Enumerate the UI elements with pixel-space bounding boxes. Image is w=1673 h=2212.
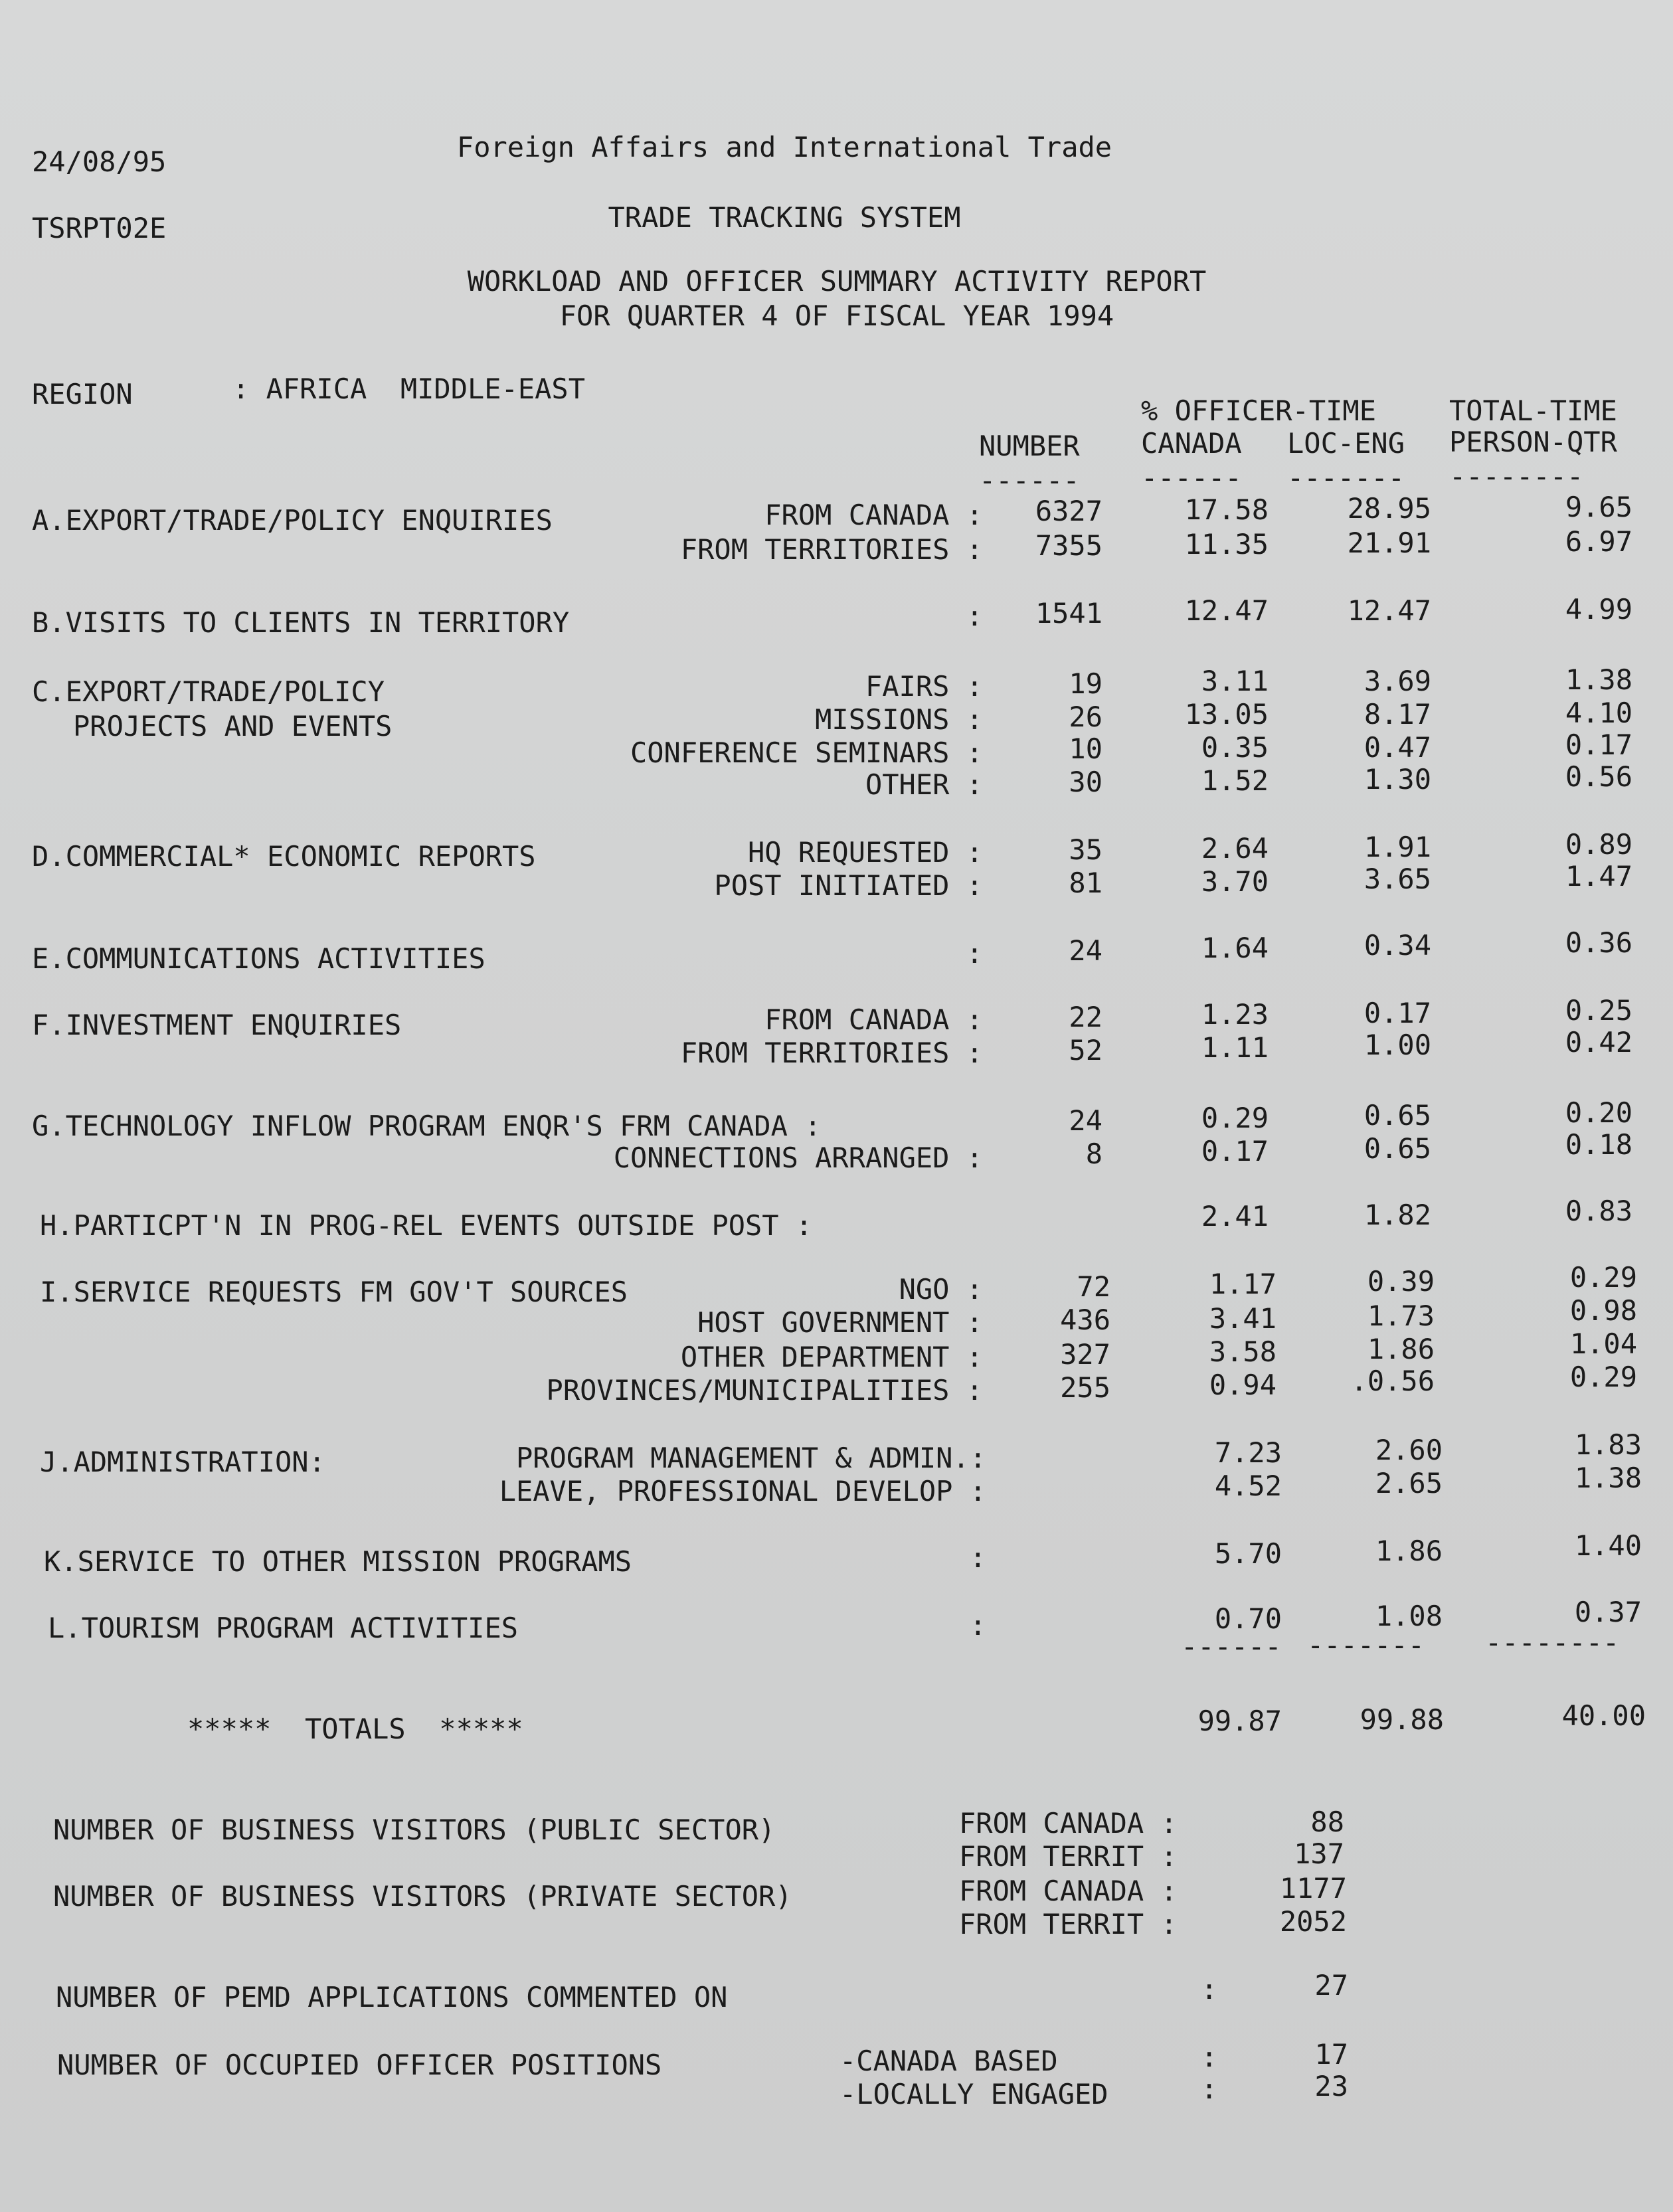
row-sub-label: CONNECTIONS ARRANGED : bbox=[613, 1142, 983, 1174]
private-from-canada-value: 1177 bbox=[1279, 1872, 1347, 1905]
row-total: 0.42 bbox=[1565, 1026, 1632, 1059]
col-underline-loc-eng: ------- bbox=[1287, 462, 1405, 494]
row-number: 52 bbox=[1069, 1034, 1102, 1066]
row-canada: 3.58 bbox=[1209, 1335, 1277, 1368]
col-header-pct-officer-time: % OFFICER-TIME bbox=[1141, 394, 1377, 427]
row-section-label: F.INVESTMENT ENQUIRIES bbox=[32, 1009, 402, 1041]
row-section-label: A.EXPORT/TRADE/POLICY ENQUIRIES bbox=[32, 504, 553, 537]
row-number: 30 bbox=[1069, 766, 1102, 798]
row-loc-eng: 3.65 bbox=[1364, 863, 1431, 895]
row-canada: 2.64 bbox=[1201, 832, 1269, 865]
pemd-label: NUMBER OF PEMD APPLICATIONS COMMENTED ON bbox=[56, 1981, 728, 2013]
col-underline-person-qtr: -------- bbox=[1449, 460, 1584, 493]
totals-canada: 99.87 bbox=[1197, 1705, 1282, 1737]
locally-engaged-value: 23 bbox=[1314, 2070, 1348, 2102]
row-total: 1.40 bbox=[1574, 1529, 1642, 1562]
public-visitors-label: NUMBER OF BUSINESS VISITORS (PUBLIC SECTOR) bbox=[53, 1814, 776, 1846]
row-total: 1.47 bbox=[1565, 860, 1632, 893]
row-sub-label: HOST GOVERNMENT : bbox=[697, 1306, 983, 1339]
row-number: 7355 bbox=[1035, 529, 1102, 562]
row-loc-eng: 0.47 bbox=[1364, 731, 1431, 764]
row-sub-label: PROVINCES/MUNICIPALITIES : bbox=[546, 1374, 983, 1406]
row-number: 35 bbox=[1069, 833, 1102, 866]
row-section-label: D.COMMERCIAL* ECONOMIC REPORTS bbox=[32, 840, 536, 873]
col-header-loc-eng: LOC-ENG bbox=[1287, 427, 1405, 460]
row-canada: 1.64 bbox=[1201, 932, 1269, 964]
row-total: 0.36 bbox=[1565, 926, 1632, 959]
private-from-canada-label: FROM CANADA : bbox=[959, 1875, 1178, 1907]
row-loc-eng: 1.86 bbox=[1367, 1333, 1435, 1365]
row-sub-label: HQ REQUESTED : bbox=[747, 836, 983, 869]
region-value: : AFRICA MIDDLE-EAST bbox=[232, 373, 586, 405]
row-sub-label: : bbox=[969, 1609, 986, 1642]
row-total: 0.29 bbox=[1569, 1261, 1637, 1294]
public-from-canada-label: FROM CANADA : bbox=[959, 1807, 1178, 1839]
row-sub-label: FAIRS : bbox=[865, 670, 983, 703]
row-loc-eng: 0.65 bbox=[1364, 1099, 1431, 1132]
system-name: TRADE TRACKING SYSTEM bbox=[608, 201, 961, 234]
row-loc-eng: 12.47 bbox=[1347, 594, 1431, 627]
row-number: 26 bbox=[1069, 701, 1102, 733]
row-total: 4.99 bbox=[1565, 593, 1632, 626]
row-sub-label: OTHER : bbox=[865, 768, 983, 801]
row-canada: 7.23 bbox=[1214, 1436, 1282, 1469]
row-loc-eng: .0.56 bbox=[1350, 1365, 1435, 1397]
row-canada: 1.17 bbox=[1209, 1268, 1277, 1300]
row-sub-label: FROM CANADA : bbox=[764, 1003, 983, 1036]
row-number: 6327 bbox=[1035, 495, 1102, 527]
canada-based-colon: : bbox=[1201, 2041, 1218, 2073]
col-header-person-qtr: PERSON-QTR bbox=[1449, 426, 1617, 458]
row-total: 0.29 bbox=[1569, 1361, 1637, 1393]
row-loc-eng: 1.82 bbox=[1364, 1199, 1431, 1231]
row-loc-eng: 2.60 bbox=[1375, 1434, 1443, 1466]
row-canada: 3.41 bbox=[1209, 1302, 1277, 1335]
pemd-colon: : bbox=[1201, 1973, 1218, 2005]
row-sub-label: NGO : bbox=[899, 1273, 983, 1306]
report-title-line1: WORKLOAD AND OFFICER SUMMARY ACTIVITY REPORT bbox=[467, 265, 1207, 298]
row-total: 0.37 bbox=[1574, 1596, 1642, 1628]
report-date: 24/08/95 bbox=[32, 145, 167, 178]
report-title-line2: FOR QUARTER 4 OF FISCAL YEAR 1994 bbox=[559, 299, 1114, 332]
col-header-total-time: TOTAL-TIME bbox=[1449, 394, 1617, 427]
row-canada: 0.94 bbox=[1209, 1369, 1277, 1401]
col-header-number: NUMBER bbox=[979, 430, 1080, 462]
row-canada: 11.35 bbox=[1184, 528, 1269, 560]
row-number: 436 bbox=[1060, 1304, 1110, 1336]
region-label: REGION bbox=[32, 378, 133, 410]
row-loc-eng: 3.69 bbox=[1364, 665, 1431, 697]
row-loc-eng: 1.86 bbox=[1375, 1535, 1443, 1567]
public-from-canada-value: 88 bbox=[1310, 1806, 1344, 1838]
row-loc-eng: 28.95 bbox=[1347, 492, 1431, 525]
col-underline-number: ------ bbox=[979, 464, 1080, 497]
row-canada: 5.70 bbox=[1214, 1537, 1282, 1570]
totals-loc-eng: 99.88 bbox=[1360, 1703, 1444, 1736]
row-loc-eng: 2.65 bbox=[1375, 1467, 1443, 1499]
row-canada: 2.41 bbox=[1201, 1200, 1269, 1233]
row-total: 0.56 bbox=[1565, 760, 1632, 793]
row-number: 81 bbox=[1069, 867, 1102, 899]
private-visitors-label: NUMBER OF BUSINESS VISITORS (PRIVATE SECTOR) bbox=[53, 1880, 792, 1913]
row-sub-label: MISSIONS : bbox=[815, 703, 983, 736]
row-number: 327 bbox=[1060, 1338, 1110, 1371]
totals-underline-loc-eng: ------- bbox=[1307, 1629, 1425, 1661]
public-from-territ-label: FROM TERRIT : bbox=[959, 1840, 1178, 1873]
row-section-label: PROJECTS AND EVENTS bbox=[73, 710, 393, 742]
row-canada: 17.58 bbox=[1184, 493, 1269, 526]
canada-based-value: 17 bbox=[1314, 2038, 1348, 2071]
row-sub-label: : bbox=[966, 600, 983, 632]
row-loc-eng: 1.00 bbox=[1364, 1029, 1431, 1061]
department-name: Foreign Affairs and International Trade bbox=[456, 131, 1112, 163]
totals-underline-total: -------- bbox=[1485, 1626, 1620, 1659]
row-canada: 12.47 bbox=[1184, 594, 1269, 627]
row-sub-label: POST INITIATED : bbox=[714, 869, 983, 902]
row-number: 22 bbox=[1069, 1001, 1102, 1033]
row-canada: 1.11 bbox=[1201, 1031, 1269, 1064]
row-section-label: K.SERVICE TO OTHER MISSION PROGRAMS bbox=[44, 1545, 632, 1578]
row-canada: 0.70 bbox=[1214, 1602, 1282, 1635]
row-total: 1.04 bbox=[1569, 1327, 1637, 1360]
row-total: 0.89 bbox=[1565, 828, 1632, 861]
row-canada: 0.29 bbox=[1201, 1102, 1269, 1134]
totals-total: 40.00 bbox=[1561, 1699, 1646, 1732]
public-from-territ-value: 137 bbox=[1294, 1837, 1344, 1870]
row-loc-eng: 1.91 bbox=[1364, 831, 1431, 863]
row-total: 1.83 bbox=[1574, 1428, 1642, 1461]
row-sub-label: FROM TERRITORIES : bbox=[680, 1037, 983, 1069]
row-total: 6.97 bbox=[1565, 525, 1632, 558]
report-code: TSRPT02E bbox=[32, 212, 167, 244]
row-loc-eng: 21.91 bbox=[1347, 527, 1431, 559]
row-sub-label: OTHER DEPARTMENT : bbox=[680, 1341, 983, 1373]
row-loc-eng: 0.17 bbox=[1364, 997, 1431, 1029]
private-from-territ-label: FROM TERRIT : bbox=[959, 1908, 1178, 1940]
row-section-label: E.COMMUNICATIONS ACTIVITIES bbox=[32, 942, 485, 975]
row-sub-label: FROM CANADA : bbox=[764, 499, 983, 531]
row-total: 4.10 bbox=[1565, 697, 1632, 729]
row-sub-label: PROGRAM MANAGEMENT & ADMIN.: bbox=[515, 1442, 986, 1474]
row-total: 0.20 bbox=[1565, 1096, 1632, 1129]
row-canada: 1.23 bbox=[1201, 998, 1269, 1031]
row-section-label: C.EXPORT/TRADE/POLICY bbox=[32, 675, 385, 708]
row-canada: 13.05 bbox=[1184, 698, 1269, 730]
row-canada: 3.11 bbox=[1201, 665, 1269, 697]
row-canada: 1.52 bbox=[1201, 764, 1269, 797]
row-loc-eng: 1.73 bbox=[1367, 1300, 1435, 1332]
row-section-label: B.VISITS TO CLIENTS IN TERRITORY bbox=[32, 606, 570, 639]
row-total: 0.98 bbox=[1569, 1294, 1637, 1327]
row-total: 1.38 bbox=[1574, 1462, 1642, 1494]
row-sub-label: : bbox=[969, 1541, 986, 1574]
row-total: 1.38 bbox=[1565, 663, 1632, 696]
row-section-label: I.SERVICE REQUESTS FM GOV'T SOURCES bbox=[40, 1276, 628, 1308]
locally-engaged-label: -LOCALLY ENGAGED bbox=[839, 2078, 1108, 2110]
row-number: 24 bbox=[1069, 1104, 1102, 1137]
row-section-label: H.PARTICPT'N IN PROG-REL EVENTS OUTSIDE POST : bbox=[40, 1209, 813, 1242]
row-canada: 0.35 bbox=[1201, 731, 1269, 764]
row-loc-eng: 8.17 bbox=[1364, 698, 1431, 730]
row-section-label: L.TOURISM PROGRAM ACTIVITIES bbox=[48, 1612, 519, 1644]
col-header-canada: CANADA bbox=[1141, 427, 1242, 460]
row-sub-label: FROM TERRITORIES : bbox=[680, 533, 983, 566]
row-loc-eng: 0.65 bbox=[1364, 1132, 1431, 1165]
row-sub-label: LEAVE, PROFESSIONAL DEVELOP : bbox=[499, 1475, 986, 1507]
row-canada: 3.70 bbox=[1201, 865, 1269, 898]
row-loc-eng: 0.34 bbox=[1364, 929, 1431, 962]
canada-based-label: -CANADA BASED bbox=[839, 2045, 1058, 2077]
positions-label: NUMBER OF OCCUPIED OFFICER POSITIONS bbox=[57, 2049, 662, 2081]
row-number: 24 bbox=[1069, 934, 1102, 967]
row-canada: 0.17 bbox=[1201, 1135, 1269, 1167]
locally-engaged-colon: : bbox=[1201, 2073, 1218, 2105]
row-number: 19 bbox=[1069, 667, 1102, 700]
row-section-label: J.ADMINISTRATION: bbox=[40, 1446, 325, 1478]
private-from-territ-value: 2052 bbox=[1279, 1905, 1347, 1938]
row-number: 8 bbox=[1085, 1138, 1102, 1170]
row-loc-eng: 0.39 bbox=[1367, 1265, 1435, 1298]
row-number: 10 bbox=[1069, 732, 1102, 765]
row-loc-eng: 1.08 bbox=[1375, 1600, 1443, 1632]
row-loc-eng: 1.30 bbox=[1364, 763, 1431, 796]
row-number: 255 bbox=[1060, 1371, 1110, 1404]
row-sub-label: CONFERENCE SEMINARS : bbox=[630, 736, 983, 769]
row-number: 72 bbox=[1077, 1270, 1110, 1303]
row-total: 0.25 bbox=[1565, 994, 1632, 1027]
col-underline-canada: ------ bbox=[1141, 462, 1242, 494]
totals-underline-canada: ------ bbox=[1181, 1630, 1282, 1663]
row-total: 0.17 bbox=[1565, 728, 1632, 761]
row-section-label: G.TECHNOLOGY INFLOW PROGRAM ENQR'S FRM CANADA : bbox=[32, 1110, 822, 1142]
row-sub-label: : bbox=[966, 937, 983, 970]
pemd-value: 27 bbox=[1314, 1969, 1348, 2001]
row-number: 1541 bbox=[1035, 597, 1102, 630]
row-canada: 4.52 bbox=[1214, 1470, 1282, 1502]
row-total: 0.83 bbox=[1565, 1195, 1632, 1227]
row-total: 9.65 bbox=[1565, 491, 1632, 523]
row-total: 0.18 bbox=[1565, 1128, 1632, 1161]
totals-label: ***** TOTALS ***** bbox=[187, 1713, 523, 1745]
